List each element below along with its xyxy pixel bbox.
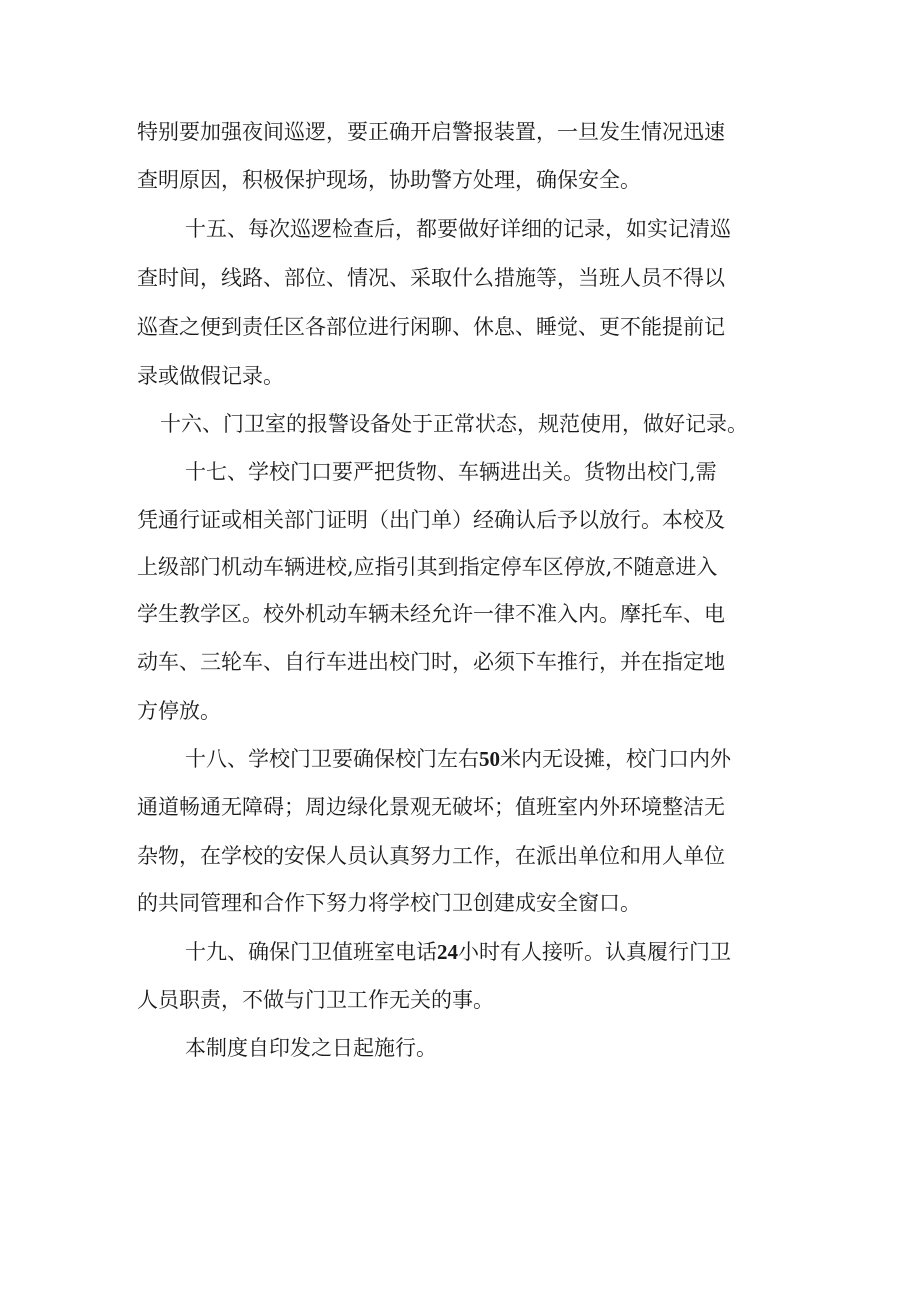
text-segment: 十八、学校门卫要确保校门左右 xyxy=(185,747,479,771)
text-line: 方停放。 xyxy=(137,699,221,723)
text-line: 特别要加强夜间巡逻，要正确开启警报装置，一旦发生情况迅速 xyxy=(137,120,725,144)
text-segment: 小时有人接听。认真履行门卫 xyxy=(458,940,731,964)
text-line: 十七、学校门口要严把货物、车辆进出关。货物出校门,需 xyxy=(185,460,717,484)
text-segment: 十九、确保门卫值班室电话 xyxy=(185,940,437,964)
text-line: 的共同管理和合作下努力将学校门卫创建成安全窗口。 xyxy=(137,891,641,915)
distance-number: 50 xyxy=(479,747,500,771)
text-line: 上级部门机动车辆进校,应指引其到指定停车区停放,不随意进入 xyxy=(137,555,718,579)
text-line: 十六、门卫室的报警设备处于正常状态，规范使用，做好记录。 xyxy=(160,412,748,436)
text-line xyxy=(185,749,731,770)
text-line: 本制度自印发之日起施行。 xyxy=(185,1036,437,1060)
text-line: 查时间，线路、部位、情况、采取什么措施等，当班人员不得以 xyxy=(137,266,725,290)
hours-number: 24 xyxy=(437,940,458,964)
text-line: 查明原因，积极保护现场，协助警方处理，确保安全。 xyxy=(137,168,641,192)
text-line: 动车、三轮车、自行车进出校门时，必须下车推行，并在指定地 xyxy=(137,650,725,674)
text-line: 通道畅通无障碍；周边绿化景观无破坏；值班室内外环境整洁无 xyxy=(137,795,725,819)
text-line xyxy=(185,942,731,963)
text-line: 十五、每次巡逻检查后，都要做好详细的记录，如实记清巡 xyxy=(185,217,731,241)
text-line: 人员职责，不做与门卫工作无关的事。 xyxy=(137,988,494,1012)
text-line: 学生教学区。校外机动车辆未经允许一律不准入内。摩托车、电 xyxy=(137,602,725,626)
text-line: 巡查之便到责任区各部位进行闲聊、休息、睡觉、更不能提前记 xyxy=(137,315,725,339)
text-line: 杂物，在学校的安保人员认真努力工作，在派出单位和用人单位 xyxy=(137,844,725,868)
text-segment: 米内无设摊，校门口内外 xyxy=(500,747,731,771)
text-line: 录或做假记录。 xyxy=(137,364,284,388)
text-line: 凭通行证或相关部门证明（出门单）经确认后予以放行。本校及 xyxy=(137,508,725,532)
